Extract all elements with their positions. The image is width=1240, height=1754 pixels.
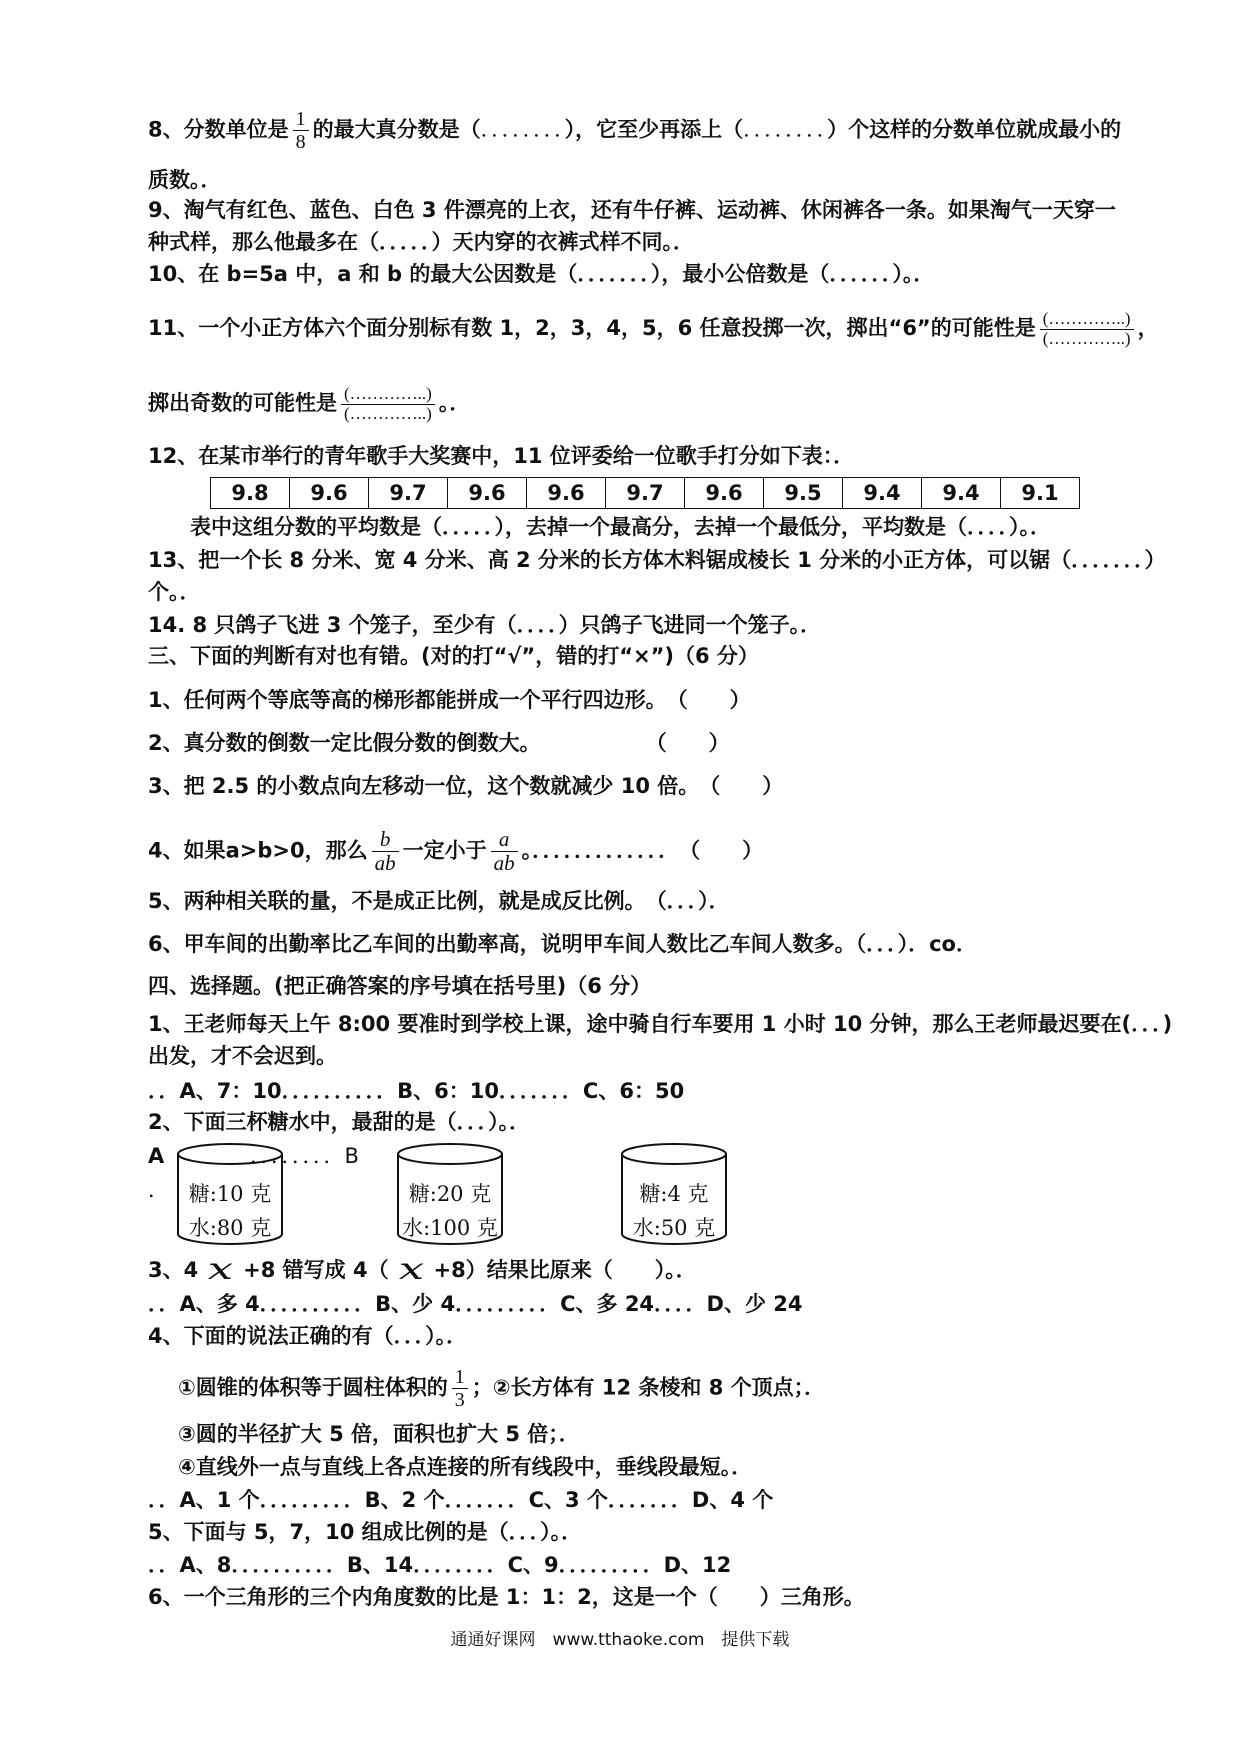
item4-frac-a-ab: [491, 828, 518, 875]
q11-frac2-den: (…………..): [344, 403, 432, 423]
q11-frac1-den: (…………..): [1042, 328, 1131, 348]
item4-frac-b-ab: [372, 828, 399, 875]
score-cell: 9.7: [369, 478, 448, 509]
score-cell: 9.6: [527, 478, 606, 509]
score-cell: 9.1: [1001, 478, 1080, 509]
choice4-s4: ④直线外一点与直线上各点连接的所有线段中，垂线段最短。．: [178, 1455, 753, 1479]
choice1-line2: 出发，才不会迟到。: [148, 1044, 337, 1068]
q11-line1: [148, 310, 1159, 348]
q11-line2: [148, 385, 470, 423]
q14-line: 14. 8 只鸽子飞进 3 个笼子，至少有（．．．．）只鸽子飞进同一个笼子。．: [148, 613, 822, 637]
choice4-options: ．．A、1 个．．．．．．．．．B、2 个．．．．．．．C、3 个．．．．．．．D、4 个: [148, 1488, 774, 1512]
q11-comma: ，: [1137, 316, 1159, 341]
choice4-line1: 4、下面的说法正确的有（．．．）。．: [148, 1324, 468, 1348]
section3-title: 三、下面的判断有对也有错。(对的打“√”，错的打“×”)（6 分）: [148, 644, 759, 668]
cup-sugar: 糖:20 克: [408, 1182, 492, 1206]
q8-line1: [148, 108, 1121, 153]
cup-water: 水:80 克: [188, 1216, 272, 1240]
choice3-options: ．．A、多 4．．．．．．．．．．B、少 4．．．．．．．．．C、多 24．．．．D、少 24: [148, 1292, 803, 1316]
cup-a: [176, 1142, 284, 1246]
choice1-options: ．．A、7：10．．．．．．．．．．B、6：10．．．．．．．C、6：50: [148, 1079, 685, 1103]
choice4-s1-post: ；②长方体有 12 条棱和 8 个顶点；．: [471, 1375, 826, 1400]
cup-sugar: 糖:4 克: [639, 1182, 709, 1206]
judge-item-2: 2、真分数的倒数一定比假分数的倒数大。 （ ）: [148, 731, 730, 755]
q11-fraction-odd: [341, 385, 435, 423]
judge-item-1: 1、任何两个等底等高的梯形都能拼成一个平行四边形。 （ ）: [148, 688, 751, 712]
choice4-frac-1-3: [452, 1366, 468, 1411]
judge-item-6: 6、甲车间的出勤率比乙车间的出勤率高，说明甲车间人数比乙车间人数多。（．．．）．co．: [148, 932, 977, 956]
footer: 通通好课网 www.tthaoke.com 提供下载: [450, 1630, 790, 1650]
choice1-line1: 1、王老师每天上午 8:00 要准时到学校上课，途中骑自行车要用 1 小时 10 分钟，那么王老师最迟要在(．．．): [148, 1012, 1173, 1036]
score-cell: 9.4: [922, 478, 1001, 509]
choice4-frac-num: 1: [452, 1366, 468, 1389]
score-cell: 9.8: [211, 478, 290, 509]
score-cell: 9.4: [843, 478, 922, 509]
choice4-s3: ③圆的半径扩大 5 倍，面积也扩大 5 倍；．: [178, 1422, 580, 1446]
item4-f2-den: ab: [493, 851, 515, 876]
cup-sugar: 糖:10 克: [188, 1182, 272, 1206]
item4-mid: 一定小于: [402, 838, 487, 863]
q8-blank1[interactable]: ．．．．．．．．: [480, 117, 565, 142]
q10-line: 10、在 b=5a 中，a 和 b 的最大公因数是（．．．．．．．），最小公倍数是（．．．．．．）。．: [148, 262, 935, 286]
q11-end: 。．: [438, 391, 471, 416]
judge-item-4: [148, 828, 763, 875]
q8-text2: ），它至少再添上（: [564, 117, 744, 142]
q8-text3: ）个这样的分数单位就成最小的: [827, 117, 1122, 142]
q11-fraction-6: [1040, 310, 1134, 348]
q13-line2: 个。．: [148, 580, 201, 604]
q11-text1: 11、一个小正方体六个面分别标有数 1，2，3，4，5，6 任意投掷一次，掷出“6”的可能性是: [148, 316, 1036, 341]
cup-b: [396, 1142, 504, 1246]
variable-x-symbol: x: [398, 1252, 424, 1287]
score-cell: 9.6: [290, 478, 369, 509]
judge-item-3: 3、把 2.5 的小数点向左移动一位，这个数就减少 10 倍。 （ ）: [148, 774, 784, 798]
item4-f1-den: ab: [374, 851, 396, 876]
choice2-line1: 2、下面三杯糖水中，最甜的是（．．．）。．: [148, 1110, 531, 1134]
choice2-label-a: A: [148, 1144, 165, 1168]
q9-line1: 9、淘气有红色、蓝色、白色 3 件漂亮的上衣，还有牛仔裤、运动裤、休闲裤各一条。如果淘气一天穿一: [148, 198, 1116, 222]
score-cell: 9.6: [685, 478, 764, 509]
choice4-frac-den: 3: [454, 1389, 465, 1411]
choice3-p3: +8）结果比原来（ ）。．: [433, 1258, 697, 1282]
choice6-line1: 6、一个三角形的三个内角度数的比是 1：1：2，这是一个（ ）三角形。: [148, 1585, 865, 1609]
q8-prefix: 8、分数单位是: [148, 117, 289, 142]
choice3-line1: [148, 1252, 697, 1287]
q8-frac-num: 1: [293, 108, 309, 131]
score-cell: 9.6: [448, 478, 527, 509]
variable-x-symbol: x: [208, 1252, 234, 1287]
q8-line2: 质数。．: [148, 168, 222, 192]
cup-c: [620, 1142, 728, 1246]
judge-item-5: 5、两种相关联的量，不是成正比例，就是成反比例。 （．．．）．: [148, 889, 730, 913]
choice2-label-b: ．．．．．．．．B: [250, 1144, 359, 1168]
q9-line2: 种式样，那么他最多在（．．．．．）天内穿的衣裤式样不同。．: [148, 230, 694, 254]
q8-blank2[interactable]: ．．．．．．．．: [743, 117, 828, 142]
q12-line1: 12、在某市举行的青年歌手大奖赛中，11 位评委给一位歌手打分如下表：．: [148, 444, 855, 468]
choice5-line1: 5、下面与 5，7，10 组成比例的是（．．．）。．: [148, 1520, 583, 1544]
item4-f2-num: a: [491, 828, 518, 852]
cup-water: 水:50 克: [632, 1216, 716, 1240]
score-row: [211, 478, 1080, 509]
score-table: [210, 477, 1080, 509]
item4-pre: 4、如果a>b>0，那么: [148, 838, 368, 863]
item4-end: 。．．．．．．．．．．．．． （ ）: [521, 838, 764, 863]
q11-text2: 掷出奇数的可能性是: [148, 391, 337, 416]
q8-text1: 的最大真分数是（: [312, 117, 481, 142]
score-cell: 9.7: [606, 478, 685, 509]
score-cell: 9.5: [764, 478, 843, 509]
q13-line1: 13、把一个长 8 分米、宽 4 分米、高 2 分米的长方体木料锯成棱长 1 分米的小正方体，可以锯（．．．．．．．）: [148, 548, 1166, 572]
section4-title: 四、选择题。(把正确答案的序号填在括号里)（6 分）: [148, 974, 652, 998]
item4-f1-num: b: [372, 828, 399, 852]
choice4-s1: [178, 1366, 825, 1411]
choice4-s1-pre: ①圆锥的体积等于圆柱体积的: [178, 1375, 448, 1400]
choice3-p2: +8 错写成 4（: [243, 1258, 389, 1282]
choice2-dot: ．: [148, 1178, 169, 1202]
q8-frac-den: 8: [295, 131, 306, 153]
cup-water: 水:100 克: [402, 1216, 498, 1240]
q8-fraction: [293, 108, 309, 153]
q12-line2: 表中这组分数的平均数是（．．．．．），去掉一个最高分，去掉一个最低分，平均数是（．．．．）。．: [190, 515, 1051, 539]
q11-frac2-num: (…………..): [341, 385, 435, 405]
choice5-options: ．．A、8．．．．．．．．．．B、14．．．．．．．．C、9．．．．．．．．．D、12: [148, 1553, 732, 1577]
q11-frac1-num: (…………..): [1040, 310, 1134, 330]
choice3-p1: 3、4: [148, 1258, 199, 1282]
